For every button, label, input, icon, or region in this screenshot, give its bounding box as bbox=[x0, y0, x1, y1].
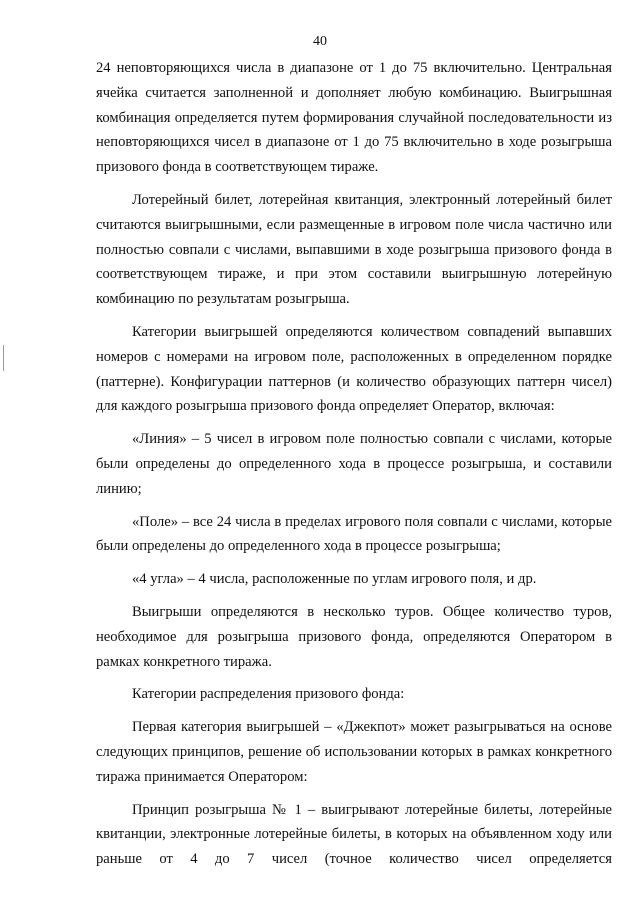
paragraph: 24 неповторяющихся числа в диапазоне от 1 до 75 включительно. Центральная ячейка считается заполненной и дополняет любую комбинацию. Выигрышная комбинация определяется путем формирования случайной последовательности из неповторяющихся чисел в диапазоне от 1 до 75 включительно в ходе розыгрыша призового фонда в соответствующем тираже. bbox=[96, 60, 612, 176]
paragraph: Принцип розыгрыша № 1 – выигрывают лотерейные билеты, лотерейные квитанции, электронные лотерейные билеты, в которых на объявленном ходу или раньше от 4 до 7 чисел (точное количество чисел определяется bbox=[96, 801, 612, 868]
margin-mark bbox=[3, 345, 4, 371]
paragraph: Категории распределения призового фонда: bbox=[132, 686, 405, 703]
page-number: 40 bbox=[313, 34, 327, 49]
page-body bbox=[96, 56, 612, 872]
paragraph: «Линия» – 5 чисел в игровом поле полностью совпали с числами, которые были определены до определенного хода в процессе розыгрыша, и составили линию; bbox=[96, 431, 612, 497]
paragraph: Категории выигрышей определяются количеством совпадений выпавших номеров с номерами на игровом поле, расположенных в определенном порядке (паттерне). Конфигурации паттернов (и количество образующих паттерн чисел) для каждого розыгрыша призового фонда определяет Оператор, включая: bbox=[96, 323, 612, 415]
paragraph: Первая категория выигрышей – «Джекпот» может разыгрываться на основе следующих принципов, решение об использовании которых в рамках конкретного тиража принимается Оператором: bbox=[96, 719, 612, 785]
paragraph: «4 угла» – 4 числа, расположенные по углам игрового поля, и др. bbox=[132, 571, 537, 588]
paragraph: «Поле» – все 24 числа в пределах игрового поля совпали с числами, которые были определены до определенного хода в процессе розыгрыша; bbox=[96, 513, 612, 555]
paragraph: Выигрыши определяются в несколько туров. Общее количество туров, необходимое для розыгрыша призового фонда, определяются Оператором в рамках конкретного тиража. bbox=[96, 603, 612, 670]
paragraph: Лотерейный билет, лотерейная квитанция, электронный лотерейный билет считаются выигрышными, если размещенные в игровом поле числа частично или полностью совпали с числами, выпавшими в ходе розыгрыша призового фонда в соответствующем тираже, и при этом составили выигрышную лотерейную комбинацию по результатам розыгрыша. bbox=[96, 191, 612, 308]
